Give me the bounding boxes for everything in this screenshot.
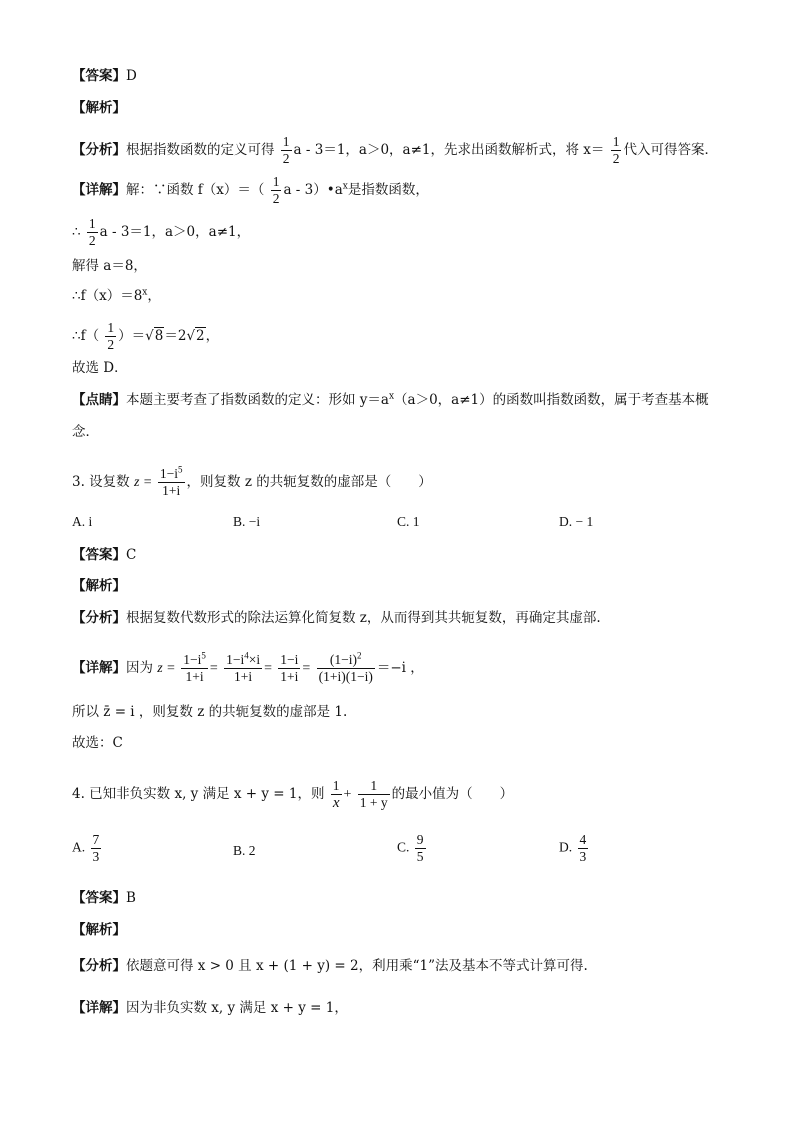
frac-den: 5	[416, 849, 424, 864]
frac-num: 4	[579, 832, 587, 847]
q3-detail-text: 因为	[126, 660, 153, 676]
option-label: B. 2	[233, 843, 256, 858]
q3-detail-text: ＝−i ，	[376, 660, 424, 676]
frac-num: 1	[282, 134, 290, 149]
fenxi-tag: 【分析】	[72, 142, 126, 158]
q2-fenxi-text-mid: a - 3＝1，a＞0，a≠1，先求出函数解析式，将 x＝	[293, 142, 605, 158]
option-fraction	[91, 832, 102, 865]
answer-tag: 【答案】	[72, 547, 126, 563]
option-label: C.	[397, 839, 410, 855]
analysis-tag: 【解析】	[72, 922, 126, 938]
q2-answer: D	[126, 68, 137, 84]
fraction-half	[611, 134, 622, 167]
frac-num: 1	[612, 134, 620, 149]
q3-option-d: D. − 1	[559, 514, 594, 529]
option-label: D.	[559, 839, 573, 855]
q3-detail-text: 故选：C	[72, 735, 123, 751]
fenxi-tag: 【分析】	[72, 958, 126, 974]
q3-fenxi-line	[72, 608, 601, 628]
q3-fraction	[158, 466, 185, 499]
frac-den: 1 + y	[359, 795, 388, 810]
exponent: 5	[178, 464, 183, 475]
frac-num: (1−i)	[329, 652, 358, 667]
frac-den: 3	[579, 849, 587, 864]
q2-dianjing-text: 本题主要考查了指数函数的定义：形如 y＝a	[126, 392, 389, 408]
dianjing-tag: 【点睛】	[72, 392, 126, 408]
q3-answer-line	[72, 545, 136, 565]
q3-detail-frac-2	[224, 652, 262, 685]
q2-detail-line-4: $\therefore f(x)=8^x$，	[72, 287, 161, 304]
exponent: x	[142, 287, 148, 298]
q2-detail-line-1	[72, 174, 429, 207]
q3-line-3	[72, 733, 123, 753]
q3-fenxi-text: 根据复数代数形式的除法运算化简复数 z，从而得到其共轭复数，再确定其虚部.	[126, 610, 601, 626]
detail-tag: 【详解】	[72, 660, 126, 676]
frac-num: 1	[332, 778, 340, 793]
frac-den: 1+i	[185, 669, 204, 684]
q2-detail-text: a - 3＝1，a＞0，a≠1，	[99, 224, 251, 240]
frac-den: 2	[272, 191, 280, 206]
q3-option-b: B. −i	[233, 514, 261, 529]
q2-dianjing-text: （a＞0，a≠1）的函数叫指数函数，属于考查基本概	[394, 392, 709, 408]
frac-den: 1+i	[234, 669, 253, 684]
q2-detail-text: ）＝	[118, 328, 146, 344]
q2-dianjing-line-2	[72, 422, 99, 442]
q4-answer-line	[72, 888, 136, 908]
q3-detail-line: 【详解】因为 z = $\frac{1-i^5}{1+i}$ = $\frac{1-i^4\times i}{1+i}$ = $\frac{1-i}{1+i}$ = $\frac{(1-i)^2}{(1+i)(1-i)}$ ＝−i ，	[72, 650, 424, 684]
q2-detail-text: 是指数函数，	[347, 182, 429, 198]
q2-detail-line-3	[72, 256, 147, 276]
q4-option-d	[559, 832, 590, 865]
q4-option-b	[233, 843, 256, 859]
q2-answer-line	[72, 66, 137, 86]
q2-detail-text: 解：∵函数 f（x）＝（	[126, 182, 265, 198]
analysis-tag: 【解析】	[72, 578, 126, 594]
q4-stem-text: 4. 已知非负实数 x, y 满足 x + y = 1，则	[72, 786, 325, 802]
frac-den: 2	[612, 151, 620, 166]
frac-den: 1+i	[280, 669, 299, 684]
q3-analysis-line	[72, 576, 126, 596]
exponent: x	[388, 391, 395, 402]
frac-num: 1	[107, 320, 115, 335]
q2-detail-text: ＝2	[164, 328, 187, 344]
q4-answer: B	[126, 890, 136, 906]
q2-detail-line-2	[72, 216, 250, 249]
exponent: 4	[244, 650, 249, 661]
analysis-tag: 【解析】	[72, 100, 126, 116]
q2-dianjing-line-1	[72, 390, 709, 410]
answer-tag: 【答案】	[72, 68, 126, 84]
answer-tag: 【答案】	[72, 890, 126, 906]
q2-detail-line-6	[72, 358, 128, 378]
q4-detail-line	[72, 998, 348, 1018]
fraction-half	[87, 216, 98, 249]
q3-detail-text: 所以 z̄ = i ，则复数 z 的共轭复数的虚部是 1.	[72, 704, 348, 720]
q3-option-a: A. i	[72, 514, 93, 529]
fraction-half	[105, 320, 116, 353]
q2-detail-text: 故选 D．	[72, 360, 128, 376]
q4-fenxi-text: 依题意可得 x > 0 且 x + (1 + y) = 2，利用乘“1”法及基本不等式计算可得.	[126, 958, 588, 974]
frac-den: (1+i)(1−i)	[318, 669, 373, 684]
frac-den: x	[332, 795, 340, 811]
q2-analysis-line	[72, 98, 126, 118]
frac-num: 1	[88, 216, 96, 231]
frac-num: 9	[416, 832, 424, 847]
q2-detail-text: a - 3）•a	[283, 182, 343, 198]
q3-stem-text: ，则复数 z 的共轭复数的虚部是（ ）	[186, 474, 432, 490]
option-fraction	[578, 832, 589, 865]
frac-den: 2	[88, 233, 96, 248]
q4-option-a	[72, 832, 103, 865]
q2-detail-text: ∴f（	[72, 328, 100, 344]
frac-num: 1−i	[226, 652, 245, 667]
exponent: x	[342, 181, 348, 192]
frac-num: 1−i	[183, 652, 202, 667]
frac-num: 1−i	[280, 652, 299, 667]
q3-stem-text: 3. 设复数	[72, 474, 130, 490]
q4-detail-text: 因为非负实数 x, y 满足 x + y = 1，	[126, 1000, 348, 1016]
q3-detail-frac-1	[181, 652, 208, 685]
q2-fenxi-line	[72, 134, 718, 167]
q2-detail-text: ，	[205, 328, 220, 344]
detail-tag: 【详解】	[72, 1000, 126, 1016]
q3-line-2	[72, 702, 347, 722]
q3-option-c: C. 1	[397, 514, 420, 529]
q2-fenxi-text: 根据指数函数的定义可得	[126, 142, 275, 158]
option-label: A.	[72, 839, 86, 855]
q4-stem: 4. 已知非负实数 x, y 满足 x + y = 1，则 $\frac{1}{x}$ + $\frac{1}{1 + y}$ 的最小值为（ ）	[72, 778, 514, 811]
detail-tag: 【详解】	[72, 182, 126, 198]
fenxi-tag: 【分析】	[72, 610, 126, 626]
q4-fraction-1	[331, 778, 342, 811]
frac-num: 1	[272, 174, 280, 189]
sqrt-radicand: 2	[196, 328, 205, 344]
option-fraction	[415, 832, 426, 865]
q4-fraction-2	[358, 778, 390, 811]
q4-option-c	[397, 832, 428, 865]
q3-detail-frac-4	[317, 652, 375, 685]
frac-den: 1+i	[162, 483, 181, 498]
frac-den: 2	[107, 337, 115, 352]
exponent: 5	[201, 650, 206, 661]
q4-analysis-line	[72, 920, 126, 940]
q3-answer: C	[126, 547, 137, 563]
q4-fenxi-line	[72, 956, 588, 976]
sqrt-radicand: 8	[154, 328, 164, 344]
frac-den: 3	[92, 849, 100, 864]
exponent: 2	[357, 650, 362, 661]
fraction-half	[281, 134, 292, 167]
frac-den: 2	[282, 151, 290, 166]
frac-num-tail: ×i	[248, 652, 261, 667]
frac-num: 1	[358, 778, 390, 795]
frac-num: 1−i	[159, 466, 179, 481]
q2-detail-text: 解得 a＝8，	[72, 258, 147, 274]
q3-stem: 3. 设复数 z = $\frac{1-i^5}{1+i}$ ，则复数 z 的共轭复数的虚部是（ ）	[72, 464, 432, 498]
fraction-half	[271, 174, 282, 207]
q3-detail-frac-3	[278, 652, 300, 685]
q2-detail-line-5: ∴f（ $\frac{1}{2}$ ）＝√8＝2√2，	[72, 320, 220, 352]
frac-num: 7	[92, 832, 100, 847]
q2-detail-text: ∴	[72, 224, 81, 240]
q2-dianjing-text: 念．	[72, 424, 99, 440]
q2-detail-text: ∴f（x）＝8	[72, 288, 143, 304]
q4-stem-text: 的最小值为（ ）	[391, 786, 514, 802]
q2-fenxi-text-post: 代入可得答案．	[623, 142, 718, 158]
